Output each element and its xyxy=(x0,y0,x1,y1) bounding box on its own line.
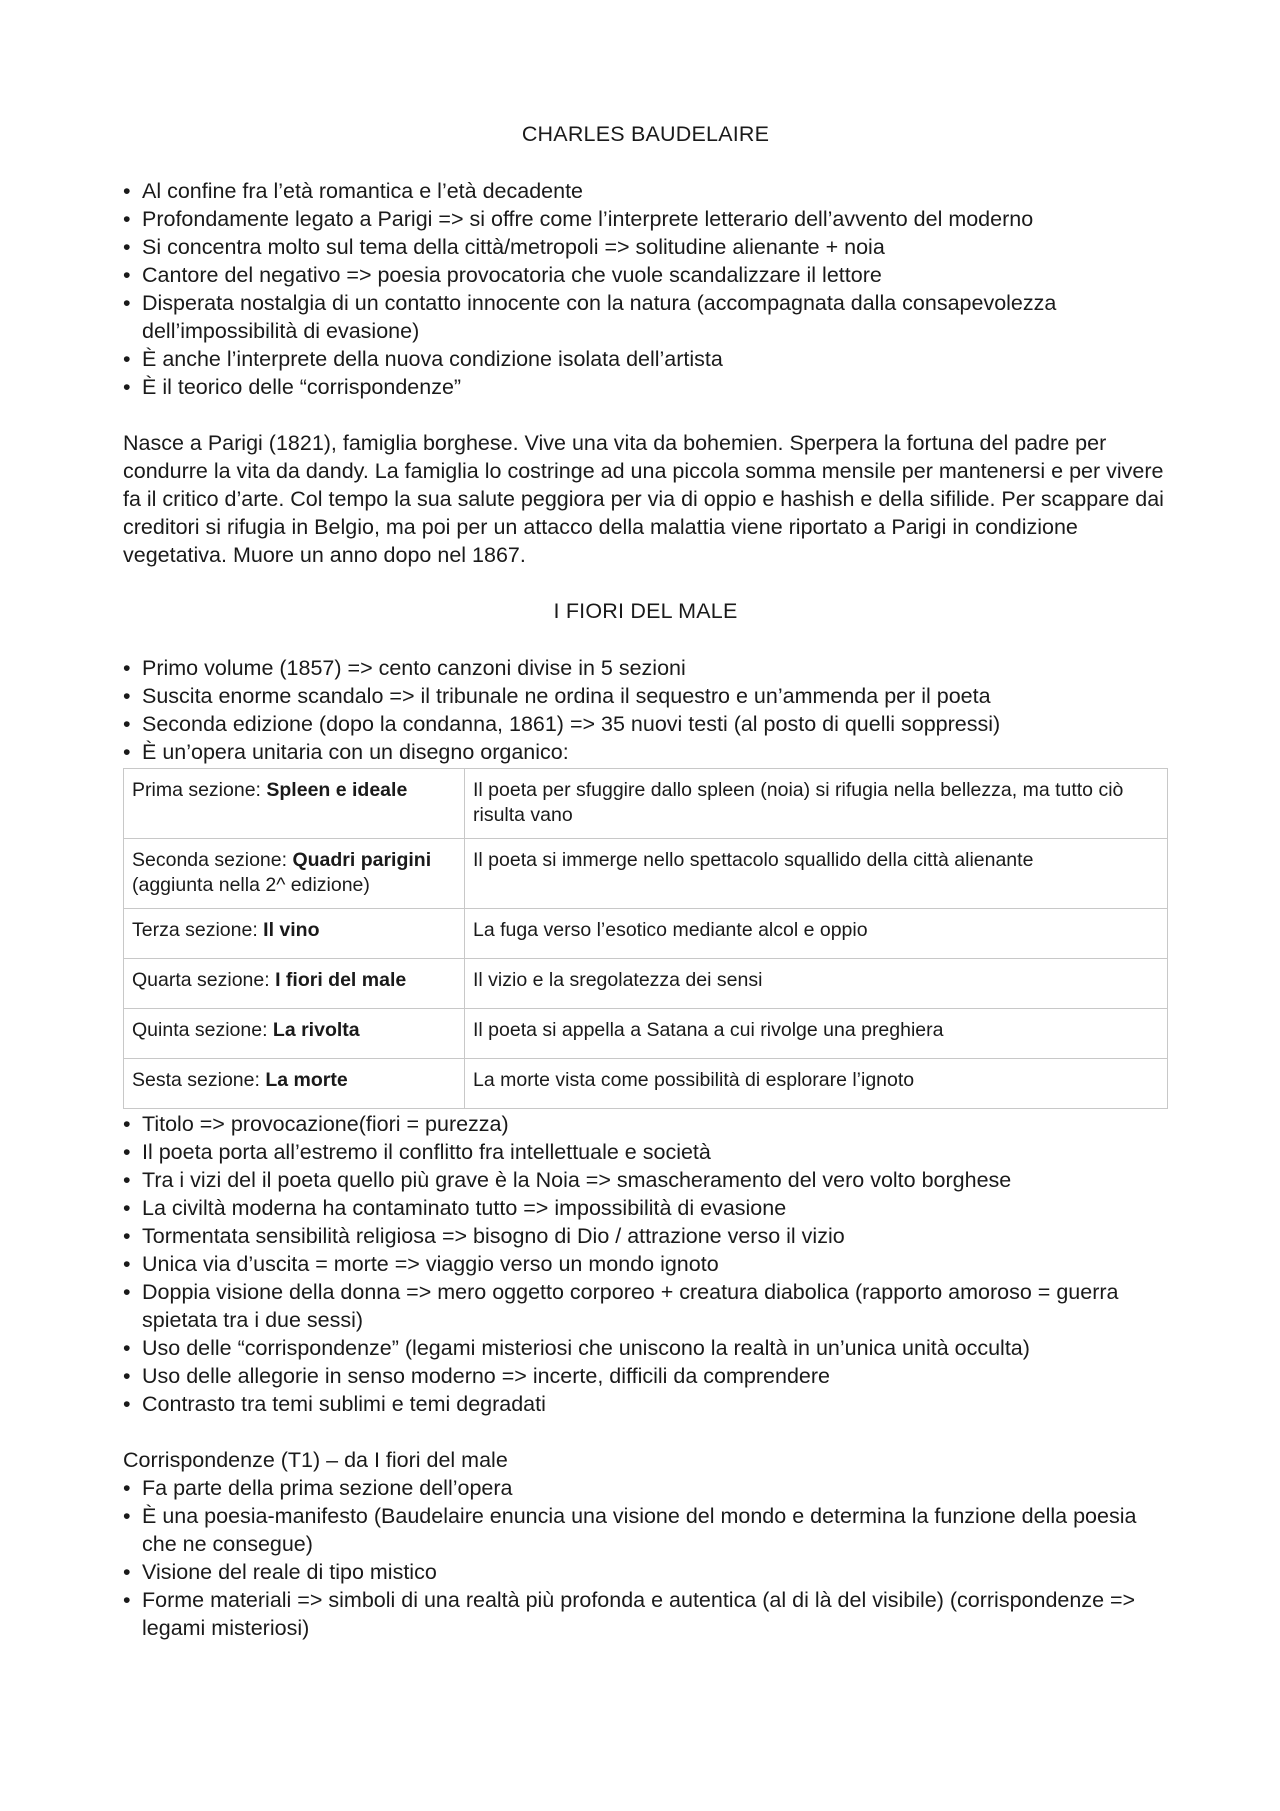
list-item: • Unica via d’uscita = morte => viaggio verso un mondo ignoto xyxy=(123,1250,1168,1278)
section-name: La rivolta xyxy=(272,1019,360,1041)
section-description: Il poeta si immerge nello spettacolo squallido della città alienante xyxy=(465,839,1168,909)
section-description: La fuga verso l’esotico mediante alcol e oppio xyxy=(465,909,1168,959)
section-label: Terza sezione: xyxy=(132,919,264,941)
list-item: • È il teorico delle “corrispondenze” xyxy=(123,373,1168,401)
section-label: Quarta sezione: xyxy=(132,969,276,991)
fiori-bullet-list xyxy=(123,654,1168,766)
list-item: • Titolo => provocazione(fiori = purezza) xyxy=(123,1110,1168,1138)
list-item: • Uso delle “corrispondenze” (legami misteriosi che uniscono la realtà in un’unica unità occulta) xyxy=(123,1334,1168,1362)
section-description: La morte vista come possibilità di esplorare l’ignoto xyxy=(465,1059,1168,1109)
section-name: La morte xyxy=(265,1069,348,1091)
list-item: • La civiltà moderna ha contaminato tutto => impossibilità di evasione xyxy=(123,1194,1168,1222)
biography-paragraph: Nasce a Parigi (1821), famiglia borghese. Vive una vita da bohemien. Sperpera la fortuna del padre per condurre la vita da dandy. La famiglia lo costringe ad una piccola somma mensile per mantenersi e per vivere fa il critico d’arte. Col tempo la sua salute peggiora per via di oppio e hashish e della sifilide. Per scappare dai creditori si rifugia in Belgio, ma poi per un attacco della malattia viene riportato a Parigi in condizione vegetativa. Muore un anno dopo nel 1867. xyxy=(123,431,1164,567)
list-item: • Forme materiali => simboli di una realtà più profonda e autentica (al di là del visibile) (corrispondenze => legami misteriosi) xyxy=(123,1586,1168,1642)
table-row xyxy=(124,909,1168,959)
list-item: • Profondamente legato a Parigi => si offre come l’interprete letterario dell’avvento del moderno xyxy=(123,205,1168,233)
section-cell xyxy=(124,909,465,959)
list-item: • Uso delle allegorie in senso moderno => incerte, difficili da comprendere xyxy=(123,1362,1168,1390)
section-label: Sesta sezione: xyxy=(132,1069,266,1091)
list-item: • È anche l’interprete della nuova condizione isolata dell’artista xyxy=(123,345,1168,373)
list-item: • Seconda edizione (dopo la condanna, 1861) => 35 nuovi testi (al posto di quelli soppressi) xyxy=(123,710,1168,738)
section-name: Il vino xyxy=(263,919,320,941)
page-title: CHARLES BAUDELAIRE xyxy=(521,122,770,146)
list-item: • Si concentra molto sul tema della città/metropoli => solitudine alienante + noia xyxy=(123,233,1168,261)
section-name: Quadri parigini xyxy=(292,849,432,871)
section-name: Spleen e ideale xyxy=(266,779,408,801)
list-item: • È una poesia-manifesto (Baudelaire enuncia una visione del mondo e determina la funzione della poesia che ne consegue) xyxy=(123,1502,1168,1558)
section-label: Prima sezione: xyxy=(132,779,267,801)
list-item: • È un’opera unitaria con un disegno organico: xyxy=(123,738,1168,766)
section-label: Quinta sezione: xyxy=(132,1019,273,1041)
section-description: Il poeta si appella a Satana a cui rivolge una preghiera xyxy=(465,1009,1168,1059)
table-row xyxy=(124,769,1168,839)
list-item: • Tra i vizi del il poeta quello più grave è la Noia => smascheramento del vero volto borghese xyxy=(123,1166,1168,1194)
corrispondenze-bullet-list xyxy=(123,1474,1168,1642)
section-title-fiori: I FIORI DEL MALE xyxy=(553,599,738,623)
list-item: • Disperata nostalgia di un contatto innocente con la natura (accompagnata dalla consapevolezza dell’impossibilità di evasione) xyxy=(123,289,1168,345)
list-item: • Contrasto tra temi sublimi e temi degradati xyxy=(123,1390,1168,1418)
document-page xyxy=(123,120,1168,1642)
list-item: • Tormentata sensibilità religiosa => bisogno di Dio / attrazione verso il vizio xyxy=(123,1222,1168,1250)
section-cell xyxy=(124,769,465,839)
section-name: I fiori del male xyxy=(275,969,407,991)
section-note: (aggiunta nella 2^ edizione) xyxy=(132,874,370,896)
list-item: • Primo volume (1857) => cento canzoni divise in 5 sezioni xyxy=(123,654,1168,682)
list-item: • Al confine fra l’età romantica e l’età decadente xyxy=(123,177,1168,205)
list-item: • Suscita enorme scandalo => il tribunale ne ordina il sequestro e un’ammenda per il poeta xyxy=(123,682,1168,710)
themes-bullet-list xyxy=(123,1110,1168,1418)
section-description: Il poeta per sfuggire dallo spleen (noia) si rifugia nella bellezza, ma tutto ciò risulta vano xyxy=(465,769,1168,839)
corrispondenze-heading: Corrispondenze (T1) – da I fiori del male xyxy=(123,1448,508,1472)
list-item: • Visione del reale di tipo mistico xyxy=(123,1558,1168,1586)
table-row xyxy=(124,839,1168,909)
sections-table xyxy=(123,768,1168,1109)
intro-bullet-list xyxy=(123,177,1168,401)
section-cell xyxy=(124,1009,465,1059)
table-row xyxy=(124,1009,1168,1059)
section-cell xyxy=(124,1059,465,1109)
section-description: Il vizio e la sregolatezza dei sensi xyxy=(465,959,1168,1009)
list-item: • Cantore del negativo => poesia provocatoria che vuole scandalizzare il lettore xyxy=(123,261,1168,289)
section-label: Seconda sezione: xyxy=(132,849,293,871)
list-item: • Doppia visione della donna => mero oggetto corporeo + creatura diabolica (rapporto amoroso = guerra spietata tra i due sessi) xyxy=(123,1278,1168,1334)
section-cell xyxy=(124,839,465,909)
list-item: • Fa parte della prima sezione dell’opera xyxy=(123,1474,1168,1502)
section-cell xyxy=(124,959,465,1009)
table-row xyxy=(124,1059,1168,1109)
list-item: • Il poeta porta all’estremo il conflitto fra intellettuale e società xyxy=(123,1138,1168,1166)
table-row xyxy=(124,959,1168,1009)
